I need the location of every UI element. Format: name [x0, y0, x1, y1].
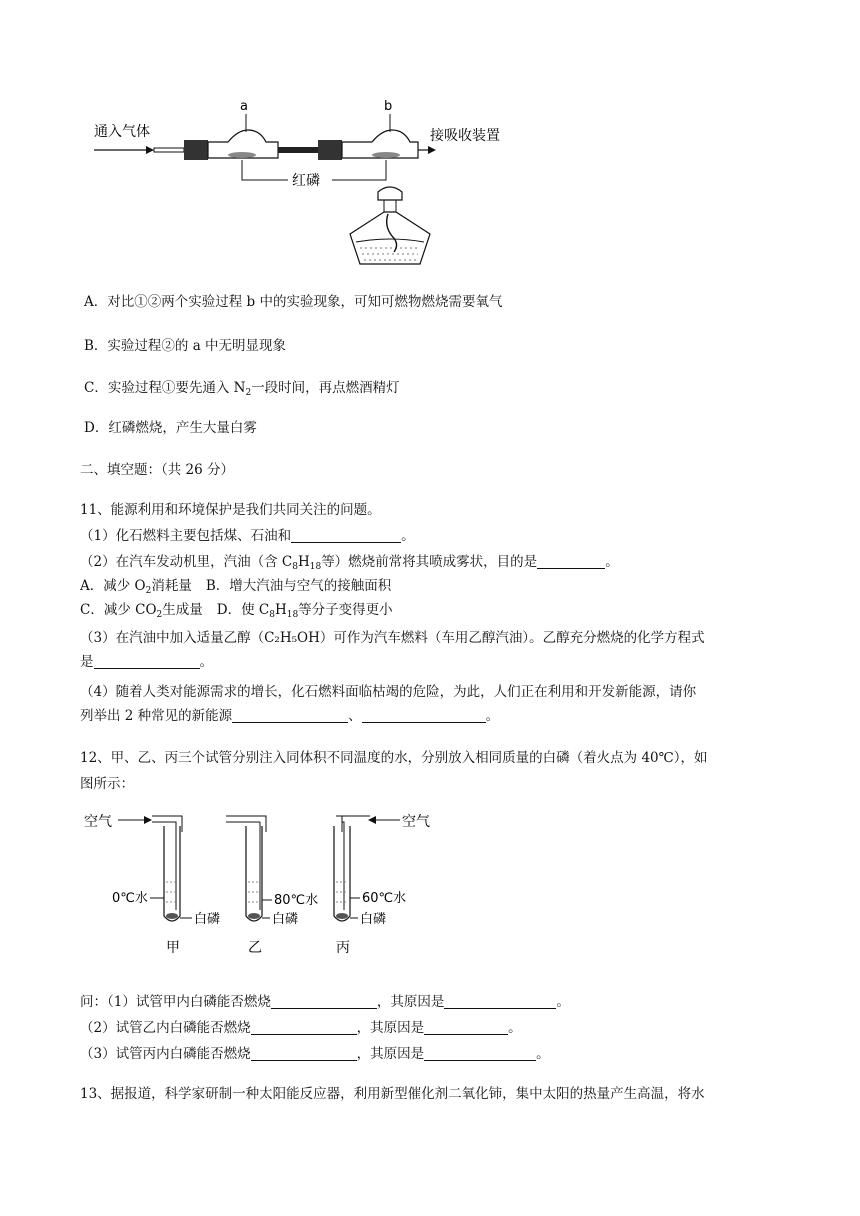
- q11-part4: （4）随着人类对能源需求的增长，化石燃料面临枯竭的危险，为此，人们正在利用和开发新能源，请你: [80, 684, 697, 700]
- test-tubes-figure: [80, 806, 460, 962]
- gas-outlet-label: 接吸收装置: [430, 128, 500, 144]
- section-heading: 二、填空题：（共 26 分）: [80, 462, 235, 478]
- q11-stem: 11、能源利用和环境保护是我们共同关注的问题。: [80, 502, 381, 518]
- q12-sub3: （3）试管丙内白磷能否燃烧 ，其原因是 。: [80, 1046, 550, 1062]
- answer-blank[interactable]: [251, 1046, 357, 1061]
- answer-blank[interactable]: [271, 994, 377, 1009]
- stopper-left-icon: [184, 140, 208, 160]
- air-label-left: 空气: [84, 814, 112, 830]
- q11-part3-cont: 是 。: [80, 654, 213, 670]
- answer-blank[interactable]: [444, 994, 556, 1009]
- white-phosphorus-label-1: 白磷: [194, 912, 221, 927]
- answer-blank[interactable]: [424, 1020, 508, 1035]
- q12-sub2: （2）试管乙内白磷能否燃烧 ，其原因是 。: [80, 1020, 522, 1036]
- q10-option-a: A．对比①②两个实验过程 b 中的实验现象，可知可燃物燃烧需要氧气: [84, 294, 503, 310]
- water-80-label: 80℃水: [274, 893, 319, 908]
- white-phosphorus-label-3: 白磷: [360, 912, 387, 927]
- water-60-label: 60℃水: [362, 891, 407, 906]
- q11-options-cd: C．减少 $CO_2$生成量 D．使 $C_8H_{18}$等分子变得更小: [80, 602, 393, 620]
- q11-part1: （1）化石燃料主要包括煤、石油和 。: [80, 528, 415, 544]
- test-tube-yi: [226, 816, 318, 956]
- answer-blank[interactable]: [537, 554, 605, 569]
- tube-label-jia: 甲: [166, 940, 180, 956]
- white-phosphorus-label-2: 白磷: [272, 912, 299, 927]
- tube-label-yi: 乙: [248, 940, 262, 956]
- q11-part3: （3）在汽油中加入适量乙醇（C₂H₅OH）可作为汽车燃料（车用乙醇汽油）。乙醇充分燃烧的化学方程式: [80, 630, 705, 646]
- q10-option-b: B．实验过程②的 a 中无明显现象: [84, 338, 287, 354]
- q11-part2: （2）在汽车发动机里，汽油（含 $C_8H_{18}$等）燃烧前常将其喷成雾状，目的是 。: [80, 554, 619, 572]
- test-tube-bing: [334, 813, 430, 956]
- tube-b-label: b: [384, 99, 393, 114]
- tube-a-label: a: [240, 99, 248, 114]
- test-tube-jia: [84, 813, 220, 956]
- q13-stem: 13、据报道，科学家研制一种太阳能反应器，利用新型催化剂二氧化铈，集中太阳的热量产生高温，将水: [80, 1086, 705, 1102]
- q12-stem-cont: 图所示：: [80, 776, 134, 792]
- answer-blank[interactable]: [291, 528, 401, 543]
- tube-label-bing: 丙: [336, 940, 350, 956]
- answer-blank[interactable]: [251, 1020, 357, 1035]
- q11-part4-cont: 列举出 2 种常见的新能源 、 。: [80, 708, 500, 724]
- connector-tube: [278, 147, 318, 153]
- combustion-apparatus-figure: [88, 96, 528, 270]
- q12-sub1: 问：（1）试管甲内白磷能否燃烧 ，其原因是 。: [80, 994, 570, 1010]
- gas-inlet-label: 通入气体: [94, 124, 150, 140]
- water-0-label: 0℃水: [112, 891, 148, 906]
- red-phosphorus-label: 红磷: [292, 173, 320, 189]
- q11-options-ab: A．减少 $O_2$消耗量 B．增大汽油与空气的接触面积: [80, 578, 392, 596]
- alcohol-lamp-icon: [350, 187, 430, 264]
- answer-blank[interactable]: [94, 654, 200, 669]
- q10-option-d: D．红磷燃烧，产生大量白雾: [84, 420, 257, 436]
- air-label-right: 空气: [402, 814, 430, 830]
- answer-blank[interactable]: [362, 708, 486, 723]
- q10-option-c: C．实验过程①要先通入 $N_2$一段时间，再点燃酒精灯: [84, 380, 400, 398]
- answer-blank[interactable]: [232, 708, 348, 723]
- answer-blank[interactable]: [424, 1046, 536, 1061]
- q12-stem: 12、甲、乙、丙三个试管分别注入同体积不同温度的水，分别放入相同质量的白磷（着火点为 40℃），如: [80, 750, 708, 766]
